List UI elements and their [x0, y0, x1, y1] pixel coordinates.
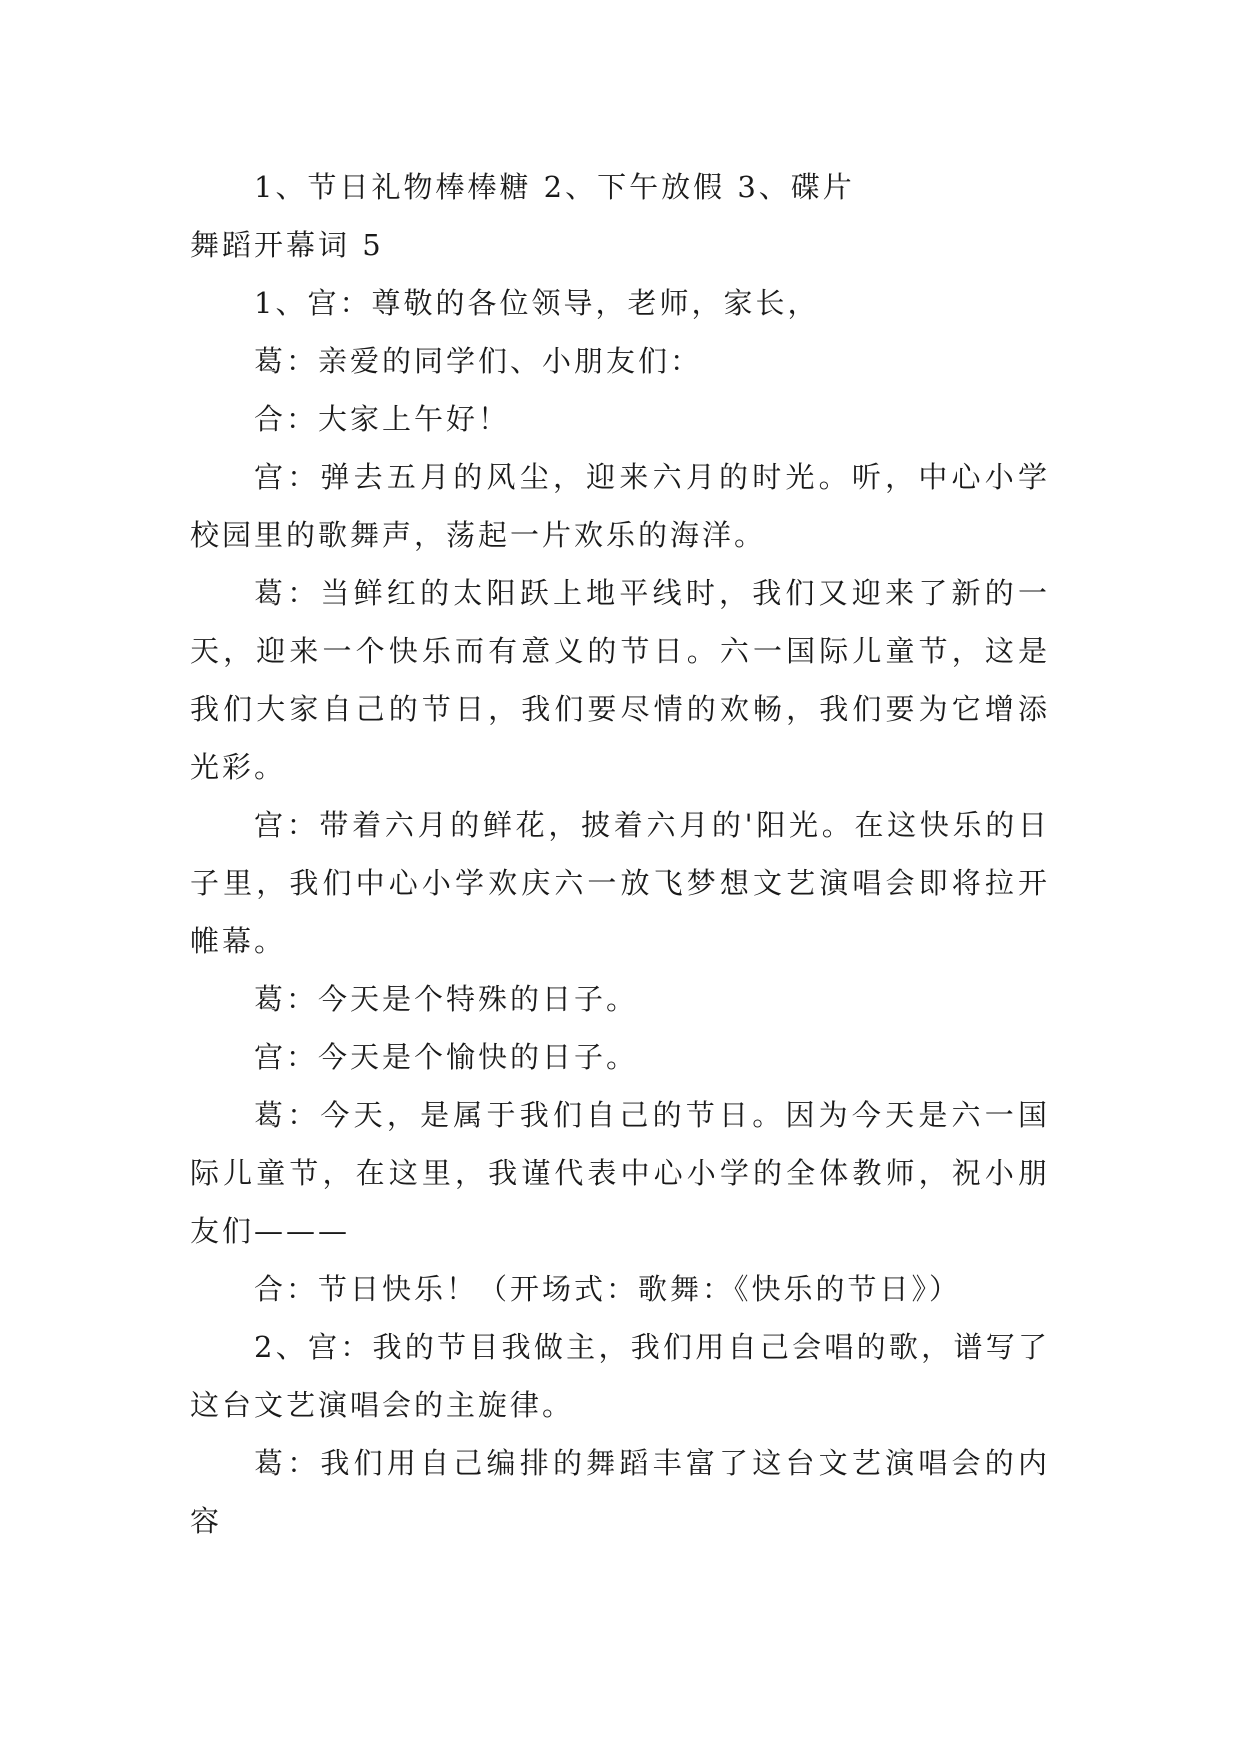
paragraph: 1、宫：尊敬的各位领导，老师，家长， — [254, 286, 820, 320]
paragraph: 葛：当鲜红的太阳跃上地平线时，我们又迎来了新的一天，迎来一个快乐而有意义的节日。六一国际儿童节，这是我们大家自己的节日，我们要尽情的欢畅，我们要为它增添光彩。 — [190, 576, 1050, 784]
paragraph: 葛：我们用自己编排的舞蹈丰富了这台文艺演唱会的内容 — [190, 1446, 1050, 1538]
paragraph: 2、宫：我的节目我做主，我们用自己会唱的歌，谱写了这台文艺演唱会的主旋律。 — [190, 1330, 1050, 1422]
paragraph: 葛：亲爱的同学们、小朋友们： — [254, 344, 703, 378]
section-heading: 舞蹈开幕词 5 — [190, 228, 384, 262]
paragraph-gift-list: 1、节日礼物棒棒糖 2、下午放假 3、碟片 — [254, 170, 855, 204]
paragraph: 宫：带着六月的鲜花，披着六月的'阳光。在这快乐的日子里，我们中心小学欢庆六一放飞梦想文艺演唱会即将拉开帷幕。 — [190, 808, 1050, 958]
paragraph: 葛：今天是个特殊的日子。 — [254, 982, 639, 1016]
paragraph: 合：大家上午好！ — [254, 402, 511, 436]
paragraph: 宫：今天是个愉快的日子。 — [254, 1040, 639, 1074]
paragraph: 合：节日快乐！（开场式：歌舞：《快乐的节日》） — [254, 1272, 962, 1306]
paragraph: 宫：弹去五月的风尘，迎来六月的时光。听，中心小学校园里的歌舞声，荡起一片欢乐的海洋。 — [190, 460, 1050, 552]
document-body — [190, 158, 1050, 1550]
paragraph: 葛：今天，是属于我们自己的节日。因为今天是六一国际儿童节，在这里，我谨代表中心小学的全体教师，祝小朋友们——— — [190, 1098, 1050, 1248]
